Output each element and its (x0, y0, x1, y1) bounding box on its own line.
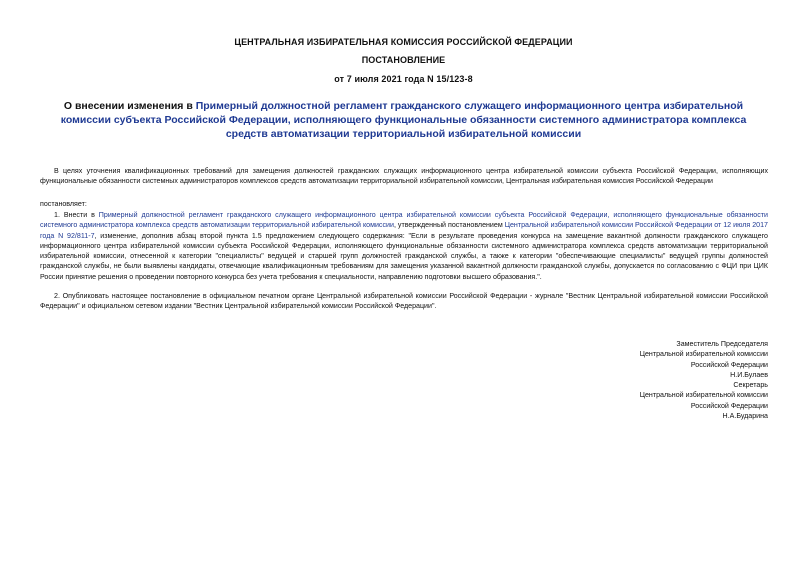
title-prefix: О внесении изменения в (63, 100, 196, 112)
secretary-name: Н.А.Бударина (722, 412, 768, 421)
decree-word: постановляет: (40, 200, 87, 208)
item-1-resolution-link[interactable]: Центральной избирательной комиссии Российской Федерации от 12 июля 2017 года N 92/811-7 (40, 221, 769, 240)
item-1-regulation-link[interactable]: Примерный должностной регламент гражданского служащего информационного центра избирательной комиссии субъекта Российской Федерации, исполняющего функциональные обязанности системного администратора комплекса средств автоматизации территориальной избирательной комиссии (40, 211, 769, 230)
item-1-number: 1. Внести в (54, 211, 99, 219)
secretary-org-line-1: Центральной избирательной комиссии (639, 391, 768, 400)
title-regulation-link[interactable]: Примерный должностной регламент гражданского служащего информационного центра избирательной комиссии субъекта Российской Федерации, исполняющего функциональные обязанности системного администратора комплекса средств автоматизации территориальной избирательной комиссии (60, 100, 747, 140)
document-title (40, 99, 767, 141)
secretary-org-line-2: Российской Федерации (690, 401, 768, 410)
secretary-role: Секретарь (733, 381, 768, 390)
signature-block (560, 339, 768, 421)
deputy-name: Н.И.Булаев (730, 370, 768, 379)
deputy-role: Заместитель Председателя (676, 340, 768, 348)
date-number-heading: от 7 июля 2021 года N 15/123-8 (334, 74, 473, 84)
commission-heading: ЦЕНТРАЛЬНАЯ ИЗБИРАТЕЛЬНАЯ КОМИССИЯ РОССИЙСКОЙ ФЕДЕРАЦИИ (234, 37, 573, 47)
deputy-org-line-1: Центральной избирательной комиссии (639, 350, 768, 359)
item-2-paragraph: 2. Опубликовать настоящее постановление в официальном печатном органе Центральной избирательной комиссии Российской Федерации - журнале "Вестник Центральной избирательной комиссии Российской Федерации" и официальном сетевом издании "Вестник Центральной избирательной комиссии Российской Федерации". (40, 292, 768, 311)
item-1-mid: , утвержденный постановлением (393, 221, 505, 230)
deputy-org-line-2: Российской Федерации (690, 360, 768, 369)
preamble-paragraph: В целях уточнения квалификационных требований для замещения должностей гражданских служащих информационного центра избирательной комиссии субъекта Российской Федерации, исполняющих функциональные обязанности системных администраторов комплексов средств автоматизации территориальной избирательной комиссии, Центральная избирательная комиссия Российской Федерации (40, 167, 768, 186)
item-1-rest: , изменение, дополнив абзац второй пункта 1.5 предложением следующего содержания: "Если в результате проведения конкурса на замещение вакантной должности гражданского служащего информационного центра избирательной комиссии субъекта Российской Федерации, исполняющего функциональные обязанности системного администратора комплекса средств автоматизации территориальной избирательной комиссии, отнесенной к категории "специалисты" ведущей и старшей групп должностей гражданской службы, а также к категории "обеспечивающие специалисты" ведущей группы должностей гражданской службы, не были выявлены кандидаты, отвечающие квалификационным требованиям для замещения указанной вакантной должности гражданской службы, допускается по согласованию с ФЦИ при ЦИК России принятие решения о проведении повторного конкурса без учета требования к специальности, направлению подготовки высшего образования.". (40, 231, 768, 281)
doc-type-heading: ПОСТАНОВЛЕНИЕ (361, 55, 446, 65)
item-1-paragraph (40, 210, 768, 282)
